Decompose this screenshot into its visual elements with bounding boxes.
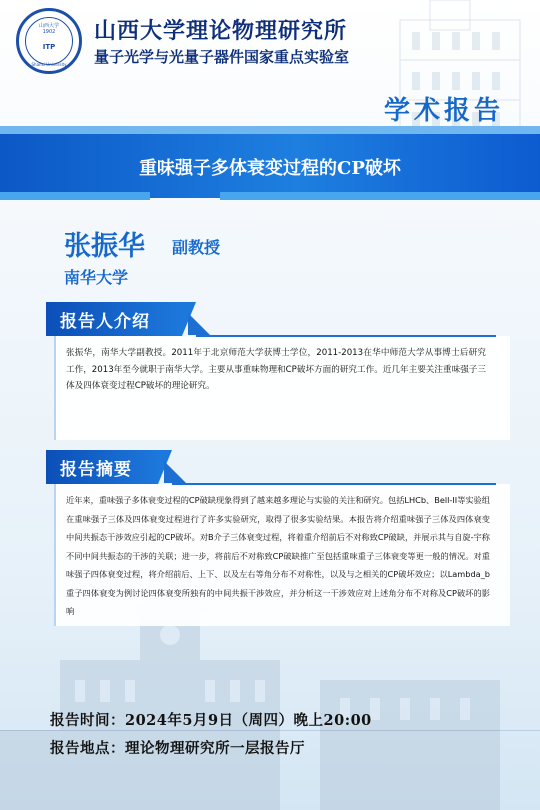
bio-heading: 报告人介绍 xyxy=(60,312,150,332)
speaker-title: 副教授 xyxy=(172,238,221,257)
bio-header-rule xyxy=(196,335,496,337)
logo-english: Shanxi University xyxy=(31,62,67,67)
talk-time: 报告时间：2024年5月9日（周四）晚上20:00 xyxy=(50,712,372,729)
logo-abbr: ITP xyxy=(42,43,56,51)
banner-accent-bar xyxy=(0,126,540,134)
talk-location: 报告地点：理论物理研究所一层报告厅 xyxy=(50,740,305,757)
bio-header-triangle xyxy=(188,313,210,335)
banner-stripe-right xyxy=(220,192,540,200)
talk-title: 重味强子多体衰变过程的CP破坏 xyxy=(139,158,401,179)
logo-school: 山西大学 xyxy=(38,23,59,29)
logo-top-text xyxy=(19,23,79,35)
university-logo xyxy=(16,8,82,74)
speaker-name: 张振华 xyxy=(64,231,145,262)
abstract-heading: 报告摘要 xyxy=(60,460,132,480)
lab-name: 量子光学与光量子器件国家重点实验室 xyxy=(94,48,350,66)
abstract-text: 近年来，重味强子多体衰变过程的CP破缺现象得到了越来越多理论与实验的关注和研究。包括LHCb、Bell-II等实验组在重味强子三体及四体衰变过程进行了许多实验研究，取得了很多实验结果。本报告将介绍重味强子三体及四体衰变中间共振态干涉效应引起的CP破坏。对B介子三体衰变过程，将着重介绍前后不对称致CP破缺，并展示其与自旋-宇称不同中间共振态的干涉的关联；进一步，将前后不对称致CP破缺推广至包括重味重子三体衰变等更一般的情况。对重味强子四体衰变过程，将介绍前后、上下、以及左右等角分布不对称性，以及与之相关的CP破坏效应；以Lambda_b重子四体衰变为例讨论四体衰变所独有的中间共振干涉效应，并分析这一干涉效应对上述角分布不对称及CP破坏的影响 xyxy=(66,495,490,616)
banner-stripe-left xyxy=(0,192,150,200)
bio-section-header xyxy=(46,302,182,336)
speaker-affiliation: 南华大学 xyxy=(64,268,129,287)
institute-name: 山西大学理论物理研究所 xyxy=(94,18,348,44)
bio-text: 张振华，南华大学副教授。2011年于北京师范大学获博士学位，2011-2013在华中师范大学从事博士后研究工作，2013年至今就职于南华大学。主要从事重味物理和CP破坏方面的研究工作。近几年主要关注重味强子三体及四体衰变过程CP破坏的理论研究。 xyxy=(66,348,486,391)
abstract-header-rule xyxy=(172,483,496,485)
abstract-header-triangle xyxy=(164,461,186,483)
logo-year: 1902 xyxy=(42,29,56,35)
footer-divider xyxy=(0,730,540,731)
abstract-section-header xyxy=(46,450,158,484)
seminar-label: 学术报告 xyxy=(383,96,504,126)
